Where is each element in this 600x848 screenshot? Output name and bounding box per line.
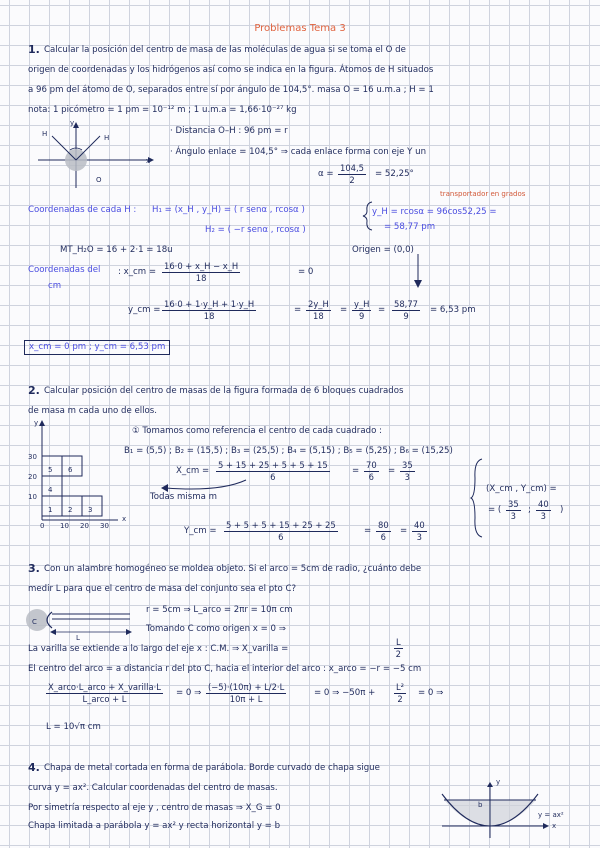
p2-ycm-lhs: Y_cm =: [184, 526, 217, 536]
p2-xcm-num: 5 + 15 + 25 + 5 + 5 + 15: [218, 460, 328, 470]
cm-label: Coordenadas del: [28, 265, 101, 275]
axis-y-20: 20: [28, 473, 37, 481]
axis-origin: 0: [40, 522, 45, 530]
parabola-y: y: [496, 778, 501, 786]
mass-total: MT_H₂O = 16 + 2·1 = 18u: [60, 245, 173, 255]
p2-xcm-fraction-2: [364, 460, 379, 483]
same-mass-arrow: [160, 478, 250, 494]
p3-rod-fraction: [394, 637, 403, 660]
problem-3-line-2: medir L para que el centro de masa del conjunto sea el pto C?: [28, 584, 297, 594]
problem-3-number: 3.: [28, 562, 40, 575]
alpha-rhs: = 52,25°: [375, 169, 414, 179]
axis-x-label: x: [122, 515, 127, 523]
p3-cm-den: L_arco + L: [82, 694, 127, 704]
p2-xcm-fraction-3: [400, 460, 415, 483]
p2-ycm-f2-den: 6: [380, 532, 386, 542]
block-label-2: 2: [68, 506, 73, 514]
brace-result: [470, 458, 484, 538]
origin-label: Origen = (0,0): [352, 245, 414, 255]
alpha-lhs: α =: [318, 169, 334, 179]
p3-cm-b-num: (−5)·(10π) + L/2·L: [208, 682, 285, 692]
p3-result: L = 10√π cm: [46, 722, 101, 732]
p3-rod-num: L: [396, 637, 401, 647]
p2-ycm-num: 5 + 5 + 5 + 15 + 25 + 25: [226, 520, 336, 530]
p2-ycm-den: 6: [278, 532, 284, 542]
p2-ycm-f3-den: 3: [416, 532, 422, 542]
fig-y: y: [70, 119, 75, 127]
p3-line-r: r = 5cm ⇒ L_arco = 2πr = 10π cm: [146, 605, 293, 615]
problem-4-symmetry: Por simetría respecto al eje y , centro de masas ⇒ X_G = 0: [28, 803, 281, 813]
p2-result-label: (X_cm , Y_cm) =: [486, 484, 557, 494]
p2-result-sep: ;: [528, 505, 531, 515]
block-centers: B₁ = (5,5) ; B₂ = (15,5) ; B₃ = (25,5) ; B₄ = (5,15) ; B₅ = (5,25) ; B₆ = (15,25): [124, 446, 453, 456]
p2-xcm-f2-num: 70: [366, 460, 377, 470]
distance-line: · Distancia O–H : 96 pm = r: [170, 126, 288, 136]
ycm-den: 18: [203, 311, 215, 321]
p2-result-y: [536, 499, 551, 522]
fig-x: x: [146, 157, 151, 165]
p2-ycm-f2-num: 80: [378, 520, 389, 530]
ycm-f2-den: 18: [313, 311, 324, 321]
alpha-fraction: [338, 163, 366, 186]
parabola-x: x: [552, 822, 557, 830]
p2-xcm-den: 6: [270, 472, 276, 482]
fig-h-left: H: [42, 130, 48, 138]
problem-1-line-2: origen de coordenadas y los hidrógenos así como se indica en la figura. Átomos de H situados: [28, 65, 434, 75]
cm-label-2: cm: [48, 281, 62, 291]
xcm-rhs: = 0: [298, 267, 314, 277]
problem-1-number: 1.: [28, 43, 40, 56]
ycm-fraction: [162, 299, 256, 322]
p3-cm-d-num: L²: [396, 682, 405, 692]
p2-ycm-f3-num: 40: [414, 520, 425, 530]
p2-result-y-num: 40: [538, 499, 549, 509]
xcm-lhs: : x_cm =: [118, 267, 157, 277]
brace-y: [362, 201, 376, 231]
wire-length-l: L: [76, 634, 80, 642]
p3-cm-fraction-3: [394, 682, 406, 705]
axis-x-30: 30: [100, 522, 109, 530]
p2-result-x-num: 35: [508, 499, 519, 509]
problem-2-line-1: Calcular posición del centro de masas de la figura formada de 6 bloques cuadrados: [44, 386, 404, 396]
yh-line: y_H = rcosα = 96cos52,25 =: [372, 207, 497, 217]
p2-ycm-fraction-3: [412, 520, 427, 543]
p2-result-x-den: 3: [510, 511, 516, 521]
blocks-diagram: [30, 420, 120, 530]
problem-4-number: 4.: [28, 761, 40, 774]
p3-line-rod: La varilla se extiende a lo largo del eje x : C.M. ⇒ X_varilla =: [28, 644, 289, 654]
block-label-4: 4: [48, 486, 53, 494]
ycm-f3-num: y_H: [354, 299, 370, 309]
ycm-f2-num: 2y_H: [308, 299, 329, 309]
coords-label: Coordenadas de cada H :: [28, 205, 137, 215]
page-title: Problemas Tema 3: [254, 23, 346, 34]
alpha-den: 2: [349, 175, 355, 185]
problem-2-line-2: de masa m cada uno de ellos.: [28, 406, 158, 416]
origin-arrow: [408, 254, 428, 290]
angle-line: · Ángulo enlace = 104,5° ⇒ cada enlace forma con eje Y un: [170, 147, 427, 157]
water-molecule-diagram: [28, 120, 158, 190]
ycm-f4-num: 58,77: [394, 299, 418, 309]
p3-line-arc: El centro del arco = a distancia r del pto C, hacia el interior del arco : x_arco = −r = −5 cm: [28, 664, 422, 674]
block-label-1: 1: [48, 506, 53, 514]
problem-1-result-box: x_cm = 0 pm ; y_cm = 6,53 pm: [24, 340, 170, 355]
ycm-fraction-4: [392, 299, 420, 322]
p2-result-x: [506, 499, 521, 522]
ycm-fraction-2: [306, 299, 331, 322]
p3-cm-eq-a: = 0 ⇒: [176, 688, 202, 698]
p3-cm-eq-e: = 0 ⇒: [418, 688, 444, 698]
p2-result-close: ): [560, 505, 564, 515]
axis-x-20: 20: [80, 522, 89, 530]
yh-result: = 58,77 pm: [384, 222, 436, 232]
problem-4-line-2: curva y = ax². Calcular coordenadas del centro de masas.: [28, 783, 278, 793]
problem-4-line-1: Chapa de metal cortada en forma de parábola. Borde curvado de chapa sigue: [44, 763, 380, 773]
p2-xcm-lhs: X_cm =: [176, 466, 210, 476]
p2-xcm-f3-num: 35: [402, 460, 413, 470]
p2-result-eq: = (: [488, 505, 502, 515]
ycm-f4-den: 9: [403, 311, 409, 321]
p3-cm-fraction: [46, 682, 163, 705]
ycm-lhs: y_cm =: [128, 305, 161, 315]
axis-y-10: 10: [28, 493, 37, 501]
p2-xcm-f2-den: 6: [368, 472, 374, 482]
problem-2-number: 2.: [28, 384, 40, 397]
axis-y-label: y: [34, 419, 39, 427]
transport-note: transportador en grados: [440, 190, 526, 198]
axis-y-30: 30: [28, 453, 37, 461]
ycm-fraction-3: [352, 299, 371, 322]
coords-h2: H₂ = ( −r senα , rcosα ): [205, 225, 306, 235]
p3-cm-b-den: 10π + L: [229, 694, 263, 704]
p2-result-y-den: 3: [540, 511, 546, 521]
wire-point-c: C: [32, 618, 37, 626]
ycm-num: 16·0 + 1·y_H + 1·y_H: [164, 299, 255, 309]
p2-ycm-fraction: [224, 520, 338, 543]
problem-3-line-1: Con un alambre homogéneo se moldea objeto. Si el arco = 5cm de radio, ¿cuánto debe: [44, 564, 422, 574]
xcm-fraction: [162, 261, 240, 284]
block-label-3: 3: [88, 506, 93, 514]
parabola-b: b: [478, 801, 483, 809]
xcm-den: 18: [195, 273, 207, 283]
problem-4-limit: Chapa limitada a parábola y = ax² y recta horizontal y = b: [28, 821, 281, 831]
p3-cm-num: X_arco·L_arco + X_varilla·L: [48, 682, 161, 692]
parabola-curve: y = ax²: [538, 811, 564, 819]
p3-line-origin: Tomando C como origen x = 0 ⇒: [146, 624, 286, 634]
p2-ycm-fraction-2: [376, 520, 391, 543]
problem-2-step: ① Tomamos como referencia el centro de cada cuadrado :: [132, 426, 382, 436]
alpha-num: 104,5: [340, 163, 364, 173]
p3-rod-den: 2: [395, 649, 401, 659]
block-label-6: 6: [68, 466, 73, 474]
fig-h-right: H: [104, 134, 110, 142]
fig-o: O: [96, 176, 102, 184]
xcm-num: 16·0 + x_H − x_H: [164, 261, 239, 271]
problem-1-line-1: Calcular la posición del centro de masa de las moléculas de agua si se toma el O de: [44, 45, 406, 55]
axis-x-10: 10: [60, 522, 69, 530]
p3-cm-d-den: 2: [397, 694, 403, 704]
coords-h1: H₁ = (x_H , y_H) = ( r senα , rcosα ): [152, 205, 305, 215]
same-mass-note: Todas misma m: [150, 492, 217, 502]
problem-1-line-3: a 96 pm del átomo de O, separados entre sí por ángulo de 104,5°. masa O = 16 u.m.a ; H = 1: [28, 85, 434, 95]
problem-1-note: nota: 1 picómetro = 1 pm = 10⁻¹² m ; 1 u.m.a = 1,66·10⁻²⁷ kg: [28, 105, 297, 115]
p2-xcm-f3-den: 3: [404, 472, 410, 482]
ycm-f3-den: 9: [359, 311, 365, 321]
block-label-5: 5: [48, 466, 53, 474]
p3-cm-fraction-2: [206, 682, 286, 705]
p3-cm-eq-c: = 0 ⇒ −50π +: [314, 688, 376, 698]
ycm-result: = 6,53 pm: [430, 305, 476, 315]
